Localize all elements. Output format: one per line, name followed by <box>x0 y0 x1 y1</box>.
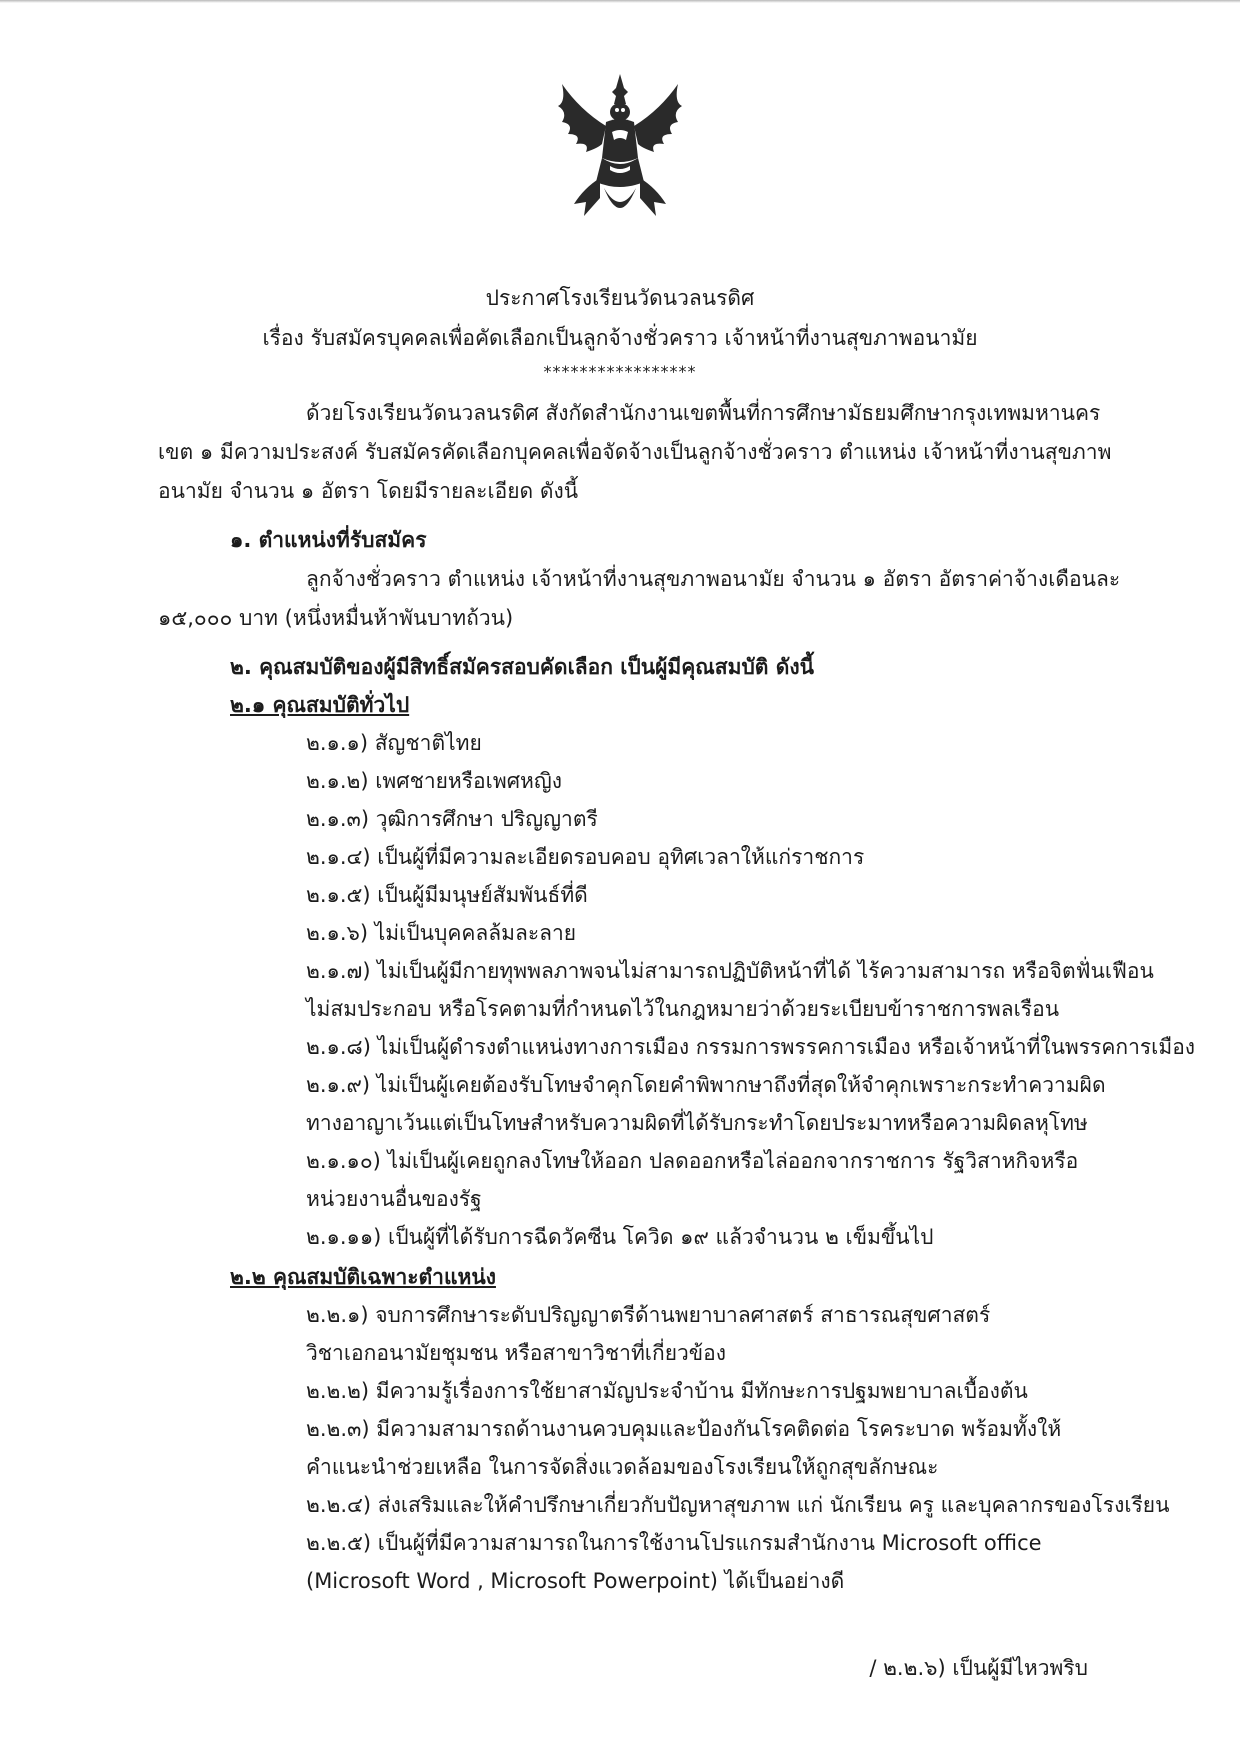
document-subject: เรื่อง รับสมัครบุคคลเพื่อคัดเลือกเป็นลูกจ้างชั่วคราว เจ้าหน้าที่งานสุขภาพอนามัย <box>262 326 978 350</box>
list-item: ๒.๑.๑๐) ไม่เป็นผู้เคยถูกลงโทษให้ออก ปลดออกหรือไล่ออกจากราชการ รัฐวิสาหกิจหรือ <box>306 1149 1079 1173</box>
list-item: ๒.๒.๑) จบการศึกษาระดับปริญญาตรีด้านพยาบาลศาสตร์ สาธารณสุขศาสตร์ <box>306 1303 991 1327</box>
section-2-1-heading: ๒.๑ คุณสมบัติทั่วไป <box>230 693 410 717</box>
list-item-continuation: ทางอาญาเว้นแต่เป็นโทษสำหรับความผิดที่ได้รับกระทำโดยประมาทหรือความผิดลหุโทษ <box>306 1111 1088 1135</box>
section-1-heading: ๑. ตำแหน่งที่รับสมัคร <box>230 528 427 552</box>
list-item: ๒.๒.๒) มีความรู้เรื่องการใช้ยาสามัญประจำบ้าน มีทักษะการปฐมพยาบาลเบื้องต้น <box>306 1379 1028 1403</box>
page-top-edge <box>0 0 1240 3</box>
list-item: ๒.๑.๙) ไม่เป็นผู้เคยต้องรับโทษจำคุกโดยคำพิพากษาถึงที่สุดให้จำคุกเพราะกระทำความผิด <box>306 1073 1106 1097</box>
list-item-continuation: (Microsoft Word , Microsoft Powerpoint) ได้เป็นอย่างดี <box>306 1569 845 1593</box>
section-1-line-2: ๑๕,๐๐๐ บาท (หนึ่งหมื่นห้าพันบาทถ้วน) <box>158 606 514 630</box>
header-divider: ***************** <box>543 362 697 381</box>
list-item: ๒.๑.๔) เป็นผู้ที่มีความละเอียดรอบคอบ อุทิศเวลาให้แก่ราชการ <box>306 845 865 869</box>
list-item-continuation: หน่วยงานอื่นของรัฐ <box>306 1187 482 1211</box>
list-item: ๒.๑.๕) เป็นผู้มีมนุษย์สัมพันธ์ที่ดี <box>306 883 588 907</box>
page-continuation-note: / ๒.๒.๖) เป็นผู้มีไหวพริบ <box>869 1656 1088 1680</box>
list-item: ๒.๑.๓) วุฒิการศึกษา ปริญญาตรี <box>306 807 598 831</box>
list-item-continuation: คำแนะนำช่วยเหลือ ในการจัดสิ่งแวดล้อมของโรงเรียนให้ถูกสุขลักษณะ <box>306 1455 939 1479</box>
list-item: ๒.๒.๓) มีความสามารถด้านงานควบคุมและป้องกันโรคติดต่อ โรคระบาด พร้อมทั้งให้ <box>306 1417 1062 1441</box>
intro-line-2: เขต ๑ มีความประสงค์ รับสมัครคัดเลือกบุคคลเพื่อจัดจ้างเป็นลูกจ้างชั่วคราว ตำแหน่ง เจ้าหน้าที่งานสุขภาพ <box>158 440 1112 464</box>
section-2-2-heading: ๒.๒ คุณสมบัติเฉพาะตำแหน่ง <box>230 1265 496 1289</box>
list-item: ๒.๑.๖) ไม่เป็นบุคคลล้มละลาย <box>306 921 577 945</box>
list-item: ๒.๑.๒) เพศชายหรือเพศหญิง <box>306 769 563 793</box>
list-item-continuation: ไม่สมประกอบ หรือโรคตามที่กำหนดไว้ในกฎหมายว่าด้วยระเบียบข้าราชการพลเรือน <box>306 997 1060 1021</box>
garuda-emblem-icon <box>540 70 700 230</box>
section-1-line-1: ลูกจ้างชั่วคราว ตำแหน่ง เจ้าหน้าที่งานสุขภาพอนามัย จำนวน ๑ อัตรา อัตราค่าจ้างเดือนละ <box>306 567 1121 591</box>
list-item: ๒.๑.๑) สัญชาติไทย <box>306 731 482 755</box>
section-2-heading: ๒. คุณสมบัติของผู้มีสิทธิ์สมัครสอบคัดเลือก เป็นผู้มีคุณสมบัติ ดังนี้ <box>230 655 814 679</box>
list-item: ๒.๑.๘) ไม่เป็นผู้ดำรงตำแหน่งทางการเมือง กรรมการพรรคการเมือง หรือเจ้าหน้าที่ในพรรคการเมือง <box>306 1035 1196 1059</box>
list-item: ๒.๑.๗) ไม่เป็นผู้มีกายทุพพลภาพจนไม่สามารถปฏิบัติหน้าที่ได้ ไร้ความสามารถ หรือจิตฟั่นเฟือน <box>306 959 1154 983</box>
list-item: ๒.๒.๔) ส่งเสริมและให้คำปรึกษาเกี่ยวกับปัญหาสุขภาพ แก่ นักเรียน ครู และบุคลากรของโรงเรียน <box>306 1493 1170 1517</box>
list-item: ๒.๑.๑๑) เป็นผู้ที่ได้รับการฉีดวัคซีน โควิด ๑๙ แล้วจำนวน ๒ เข็มขึ้นไป <box>306 1225 934 1249</box>
intro-line-1: ด้วยโรงเรียนวัดนวลนรดิศ สังกัดสำนักงานเขตพื้นที่การศึกษามัธยมศึกษากรุงเทพมหานคร <box>306 401 1101 425</box>
list-item-continuation: วิชาเอกอนามัยชุมชน หรือสาขาวิชาที่เกี่ยวข้อง <box>306 1341 727 1365</box>
intro-line-3: อนามัย จำนวน ๑ อัตรา โดยมีรายละเอียด ดังนี้ <box>158 479 579 503</box>
list-item: ๒.๒.๕) เป็นผู้ที่มีความสามารถในการใช้งานโปรแกรมสำนักงาน Microsoft office <box>306 1531 1042 1555</box>
document-title: ประกาศโรงเรียนวัดนวลนรดิศ <box>485 286 755 310</box>
